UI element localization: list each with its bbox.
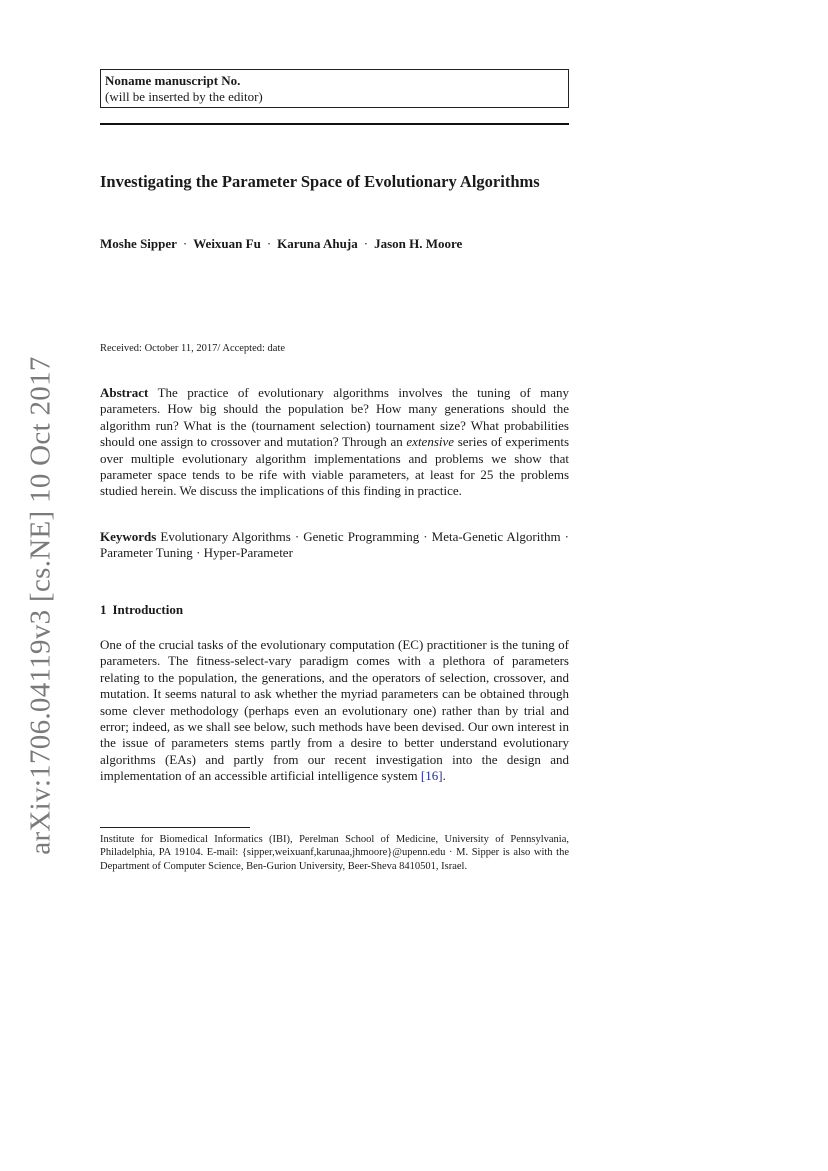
keyword: Hyper-Parameter [203, 545, 293, 561]
abstract-text: The practice of evolutionary algorithms involves the tuning of many parameters. How big should the population be? How many generations should the algorithm run? What is the (tournament selection) tournament size? What probabilities should one assign to crossover and mutation? Through an [100, 385, 569, 450]
author-name: Jason H. Moore [374, 236, 463, 251]
affiliation-footnote: Institute for Biomedical Informatics (IBI), Perelman School of Medicine, University of Pennsylvania, Philadelphia, PA 19104. E-mail: {sipper,weixuanf,karunaa,jhmoore}@upenn.edu · M. Sipper is also with the Department of Computer Science, Ben-Gurion University, Beer-Sheva 8410501, Israel. [100, 834, 569, 872]
keyword: Meta-Genetic Algorithm [431, 529, 561, 544]
author-separator: · [363, 236, 369, 251]
intro-paragraph [100, 637, 569, 785]
section-heading [100, 602, 569, 618]
abstract [100, 385, 569, 500]
keyword: Genetic Programming [303, 529, 420, 544]
keywords-label: Keywords [100, 529, 157, 544]
footnote-rule [100, 827, 250, 828]
section-title: Introduction [112, 602, 184, 617]
author-list [100, 235, 569, 252]
author-name: Karuna Ahuja [277, 236, 358, 251]
author-separator: · [266, 236, 272, 251]
author-name: Weixuan Fu [193, 236, 261, 251]
manuscript-box [100, 69, 569, 108]
author-name: Moshe Sipper [100, 236, 177, 251]
abstract-text: series of experiments over multiple evolutionary algorithm implementations and problems we show that parameter space tends to be rife with viable parameters, at least for 25 the problems studied herein. We discuss the implications of this finding in practice. [100, 434, 570, 499]
keyword: Evolutionary Algorithms [160, 529, 291, 544]
received-date: Received: October 11, 2017/ Accepted: date [100, 343, 286, 354]
arxiv-identifier: arXiv:1706.04119v3 [cs.NE] 10 Oct 2017 [24, 355, 57, 855]
section-number: 1 [100, 602, 107, 617]
abstract-emphasis: extensive [406, 434, 455, 450]
citation-link[interactable]: [16] [420, 768, 443, 784]
abstract-label: Abstract [100, 385, 149, 400]
header-rule [100, 123, 569, 125]
keywords: Keywords Evolutionary Algorithms · Genetic Programming · Meta-Genetic Algorithm · Parameter Tuning · Hyper-Parameter [100, 529, 569, 561]
intro-text: One of the crucial tasks of the evolutionary computation (EC) practitioner is the tuning of parameters. The fitness-select-vary paradigm comes with a plethora of parameters relating to the population, the generations, and the operators of selection, crossover, and mutation. It seems natural to ask whether the myriad parameters can be obtained through some clever methodology (perhaps even an evolutionary one) rather than by trial and error; indeed, as we shall see below, such methods have been devised. Our own interest in the issue of parameters stems partly from a desire to better understand evolutionary algorithms (EAs) and partly from our recent investigation into the design and implementation of an accessible artificial intelligence system [100, 637, 569, 784]
manuscript-number: Noname manuscript No. [105, 73, 241, 88]
manuscript-editor-note: (will be inserted by the editor) [105, 89, 263, 104]
keyword: Parameter Tuning [100, 545, 193, 561]
author-separator: · [182, 236, 188, 251]
arxiv-side-stamp [22, 355, 60, 855]
intro-end: . [442, 768, 446, 784]
paper-title: Investigating the Parameter Space of Evolutionary Algorithms [100, 172, 540, 191]
